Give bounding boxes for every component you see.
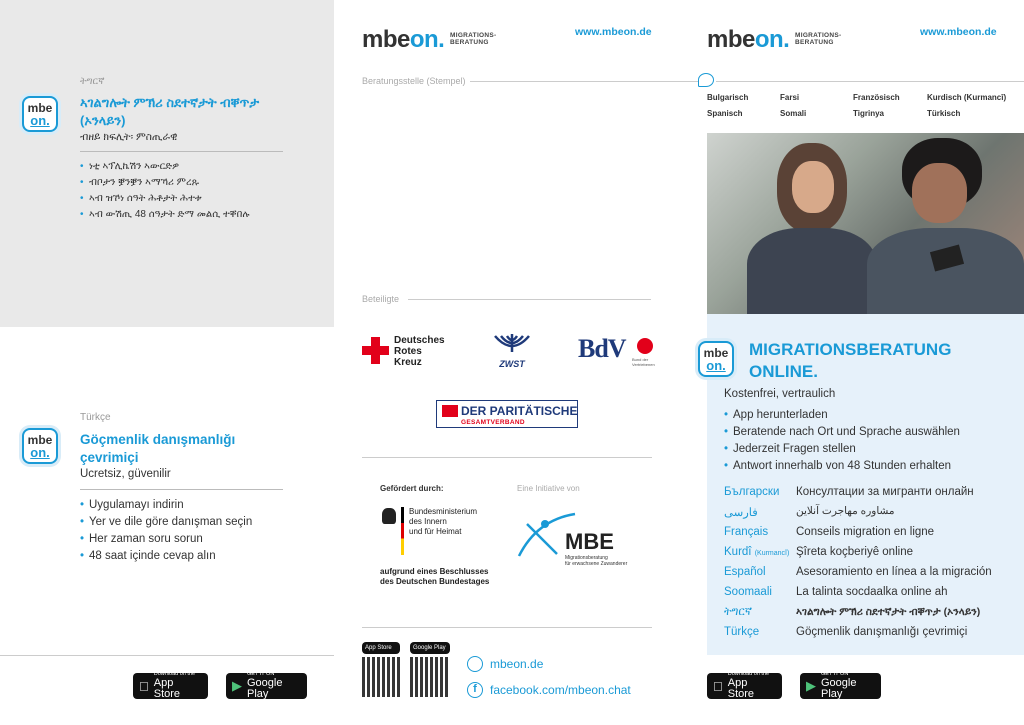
lang-list-item: Somali bbox=[780, 109, 807, 118]
divider bbox=[408, 299, 651, 300]
apple-icon bbox=[713, 679, 723, 694]
divider bbox=[80, 489, 283, 490]
app-store-qr-code[interactable] bbox=[362, 657, 402, 697]
lang-list-item: Spanisch bbox=[707, 109, 743, 118]
translation-text: Asesoramiento en línea a la migración bbox=[796, 566, 992, 578]
paritaet-name: DER PARITÄTISCHE bbox=[461, 404, 578, 418]
subtitle-tigrinya: ብዘይ ክፍሊት፡ ምስጢራዊ bbox=[80, 131, 178, 143]
list-item: • Yer ve dile göre danışman seçin bbox=[80, 514, 252, 531]
paritaet-subtitle: GESAMTVERBAND bbox=[461, 419, 525, 426]
lang-list-item: Bulgarisch bbox=[707, 93, 749, 102]
bullet-list-german bbox=[724, 407, 960, 475]
bullet-list-tigrinya bbox=[80, 159, 249, 223]
list-item: • Uygulamayı indirin bbox=[80, 497, 252, 514]
list-item: • 48 saat içinde cevap alın bbox=[80, 548, 252, 565]
paritaet-emblem-icon bbox=[442, 405, 458, 417]
google-play-icon: ▶ bbox=[232, 678, 242, 693]
translation-text: Göçmenlik danışmanlığı çevrimiçi bbox=[796, 626, 968, 638]
list-item: • Jederzeit Fragen stellen bbox=[724, 441, 960, 458]
translation-text: ኣገልግሎት ምኽሪ ስደተኛታት ብቐጥታ (ኦንላይን) bbox=[796, 606, 981, 618]
translation-text: Conseils migration en ligne bbox=[796, 526, 935, 538]
federal-eagle-icon bbox=[382, 508, 396, 524]
beteiligte-label: Beteiligte bbox=[362, 294, 400, 304]
mbe-logo-text: MBE bbox=[565, 529, 614, 554]
lang-list-item: Kurdisch (Kurmancî) bbox=[927, 93, 1007, 102]
website-link[interactable]: mbeon.de bbox=[490, 657, 544, 671]
google-play-icon: ▶ bbox=[806, 678, 816, 693]
headline: MIGRATIONSBERATUNG ONLINE. bbox=[749, 340, 952, 381]
red-cross-icon bbox=[362, 337, 389, 364]
app-store-button[interactable]: Download on the App Store bbox=[707, 673, 782, 699]
website-url[interactable]: www.mbeon.de bbox=[920, 26, 997, 38]
mbeon-badge-logo: mbe on. bbox=[22, 428, 58, 464]
translation-lang: Kurdî (Kurmancî) bbox=[724, 546, 790, 558]
lang-list-item: Farsi bbox=[780, 93, 800, 102]
app-store-small-button[interactable]: App Store bbox=[362, 642, 400, 654]
headline-subtitle: Kostenfrei, vertraulich bbox=[724, 388, 836, 400]
translation-text: Консултации за мигранти онлайн bbox=[796, 486, 974, 498]
bdv-subtitle: Bund der Vertriebenen bbox=[632, 357, 655, 367]
google-play-button[interactable]: ▶ GET IT ON Google Play bbox=[226, 673, 307, 699]
bullet-list-turkish bbox=[80, 497, 252, 565]
zwst-logo: ZWST bbox=[493, 334, 531, 366]
lang-list-item: Tigrinya bbox=[853, 109, 884, 118]
list-item: • App herunterladen bbox=[724, 407, 960, 424]
lang-label-tigrinya: ትግርኛ bbox=[80, 76, 105, 87]
lang-list-item: Türkisch bbox=[927, 109, 961, 118]
mbeon-logo: mbeon. MIGRATIONS- BERATUNG bbox=[707, 26, 842, 53]
mbeon-badge-logo: mbe on. bbox=[22, 96, 58, 132]
divider bbox=[80, 151, 283, 152]
list-item: • ብቦታን ቛንቛን ኣማኻሪ ምረጹ bbox=[80, 175, 249, 191]
translation-text: Şîreta koçberiyê online bbox=[796, 546, 913, 558]
chat-bubble-icon bbox=[698, 73, 714, 87]
translation-lang: Български bbox=[724, 486, 780, 498]
translation-text: مشاوره مهاجرت آنلاین bbox=[796, 505, 895, 517]
title-tigrinya: ኣገልግሎት ምኽሪ ስደተኛታት ብቐጥታ (ኦንላይን) bbox=[80, 95, 260, 128]
website-url[interactable]: www.mbeon.de bbox=[575, 26, 652, 38]
google-play-small-button[interactable]: Google Play bbox=[410, 642, 450, 654]
left-bottom-divider bbox=[0, 655, 334, 656]
bundestag-resolution: aufgrund eines Beschlusses des Deutschen Bundestages bbox=[380, 567, 490, 586]
list-item: • ኣብ ውሽጢ 48 ሰዓታት ድማ መልሲ ተቐበሉ bbox=[80, 207, 249, 223]
translation-lang: ትግርኛ bbox=[724, 606, 753, 618]
list-item: • ኣብ ዝኾነ ሰዓት ሕቶታት ሕተቱ bbox=[80, 191, 249, 207]
stamp-label: Beratungsstelle (Stempel) bbox=[362, 76, 466, 86]
google-play-button[interactable]: ▶ GET IT ON Google Play bbox=[800, 673, 881, 699]
german-flag-stripe bbox=[401, 507, 404, 555]
translation-text: La talinta socdaalka online ah bbox=[796, 586, 948, 598]
initiative-label: Eine Initiative von bbox=[517, 484, 580, 493]
lang-list-item: Französisch bbox=[853, 93, 900, 102]
translation-lang: Türkçe bbox=[724, 626, 760, 638]
translation-lang: Soomaali bbox=[724, 586, 772, 598]
title-turkish: Göçmenlik danışmanlığı çevrimiçi bbox=[80, 432, 236, 465]
lang-label-turkish: Türkçe bbox=[80, 412, 111, 423]
mbeon-logo: mbeon. MIGRATIONS- BERATUNG bbox=[362, 26, 497, 53]
divider bbox=[362, 627, 652, 628]
bdv-logo: BdV bbox=[578, 334, 626, 363]
subtitle-turkish: Ucretsiz, güvenilir bbox=[80, 468, 171, 480]
bdv-emblem-icon bbox=[637, 338, 653, 354]
hero-photo bbox=[707, 133, 1024, 314]
funded-by-label: Gefördert durch: bbox=[380, 484, 444, 493]
list-item: • Antwort innerhalb von 48 Stunden erhalten bbox=[724, 458, 960, 475]
globe-icon bbox=[467, 656, 483, 672]
divider bbox=[716, 81, 1024, 82]
divider bbox=[470, 81, 700, 82]
translation-lang: فارسی bbox=[724, 507, 758, 519]
drk-logo-text: Deutsches Rotes Kreuz bbox=[394, 335, 445, 368]
bmi-name: Bundesministerium des Innern und für Heimat bbox=[409, 507, 478, 536]
mbe-subtitle: Migrationsberatung für erwachsene Zuwanderer bbox=[565, 555, 628, 567]
apple-icon bbox=[139, 679, 149, 694]
google-play-qr-code[interactable] bbox=[410, 657, 450, 697]
facebook-icon: f bbox=[467, 682, 483, 698]
list-item: • Her zaman soru sorun bbox=[80, 531, 252, 548]
list-item: • ነቲ ኣፕሊኬሽን ኣውርድዎ bbox=[80, 159, 249, 175]
divider bbox=[362, 457, 652, 458]
app-store-button[interactable]: Download on the App Store bbox=[133, 673, 208, 699]
mbeon-badge-logo: mbe on. bbox=[698, 341, 734, 377]
list-item: • Beratende nach Ort und Sprache auswählen bbox=[724, 424, 960, 441]
translation-lang: Español bbox=[724, 566, 766, 578]
facebook-link[interactable]: facebook.com/mbeon.chat bbox=[490, 683, 631, 697]
translation-lang: Français bbox=[724, 526, 769, 538]
